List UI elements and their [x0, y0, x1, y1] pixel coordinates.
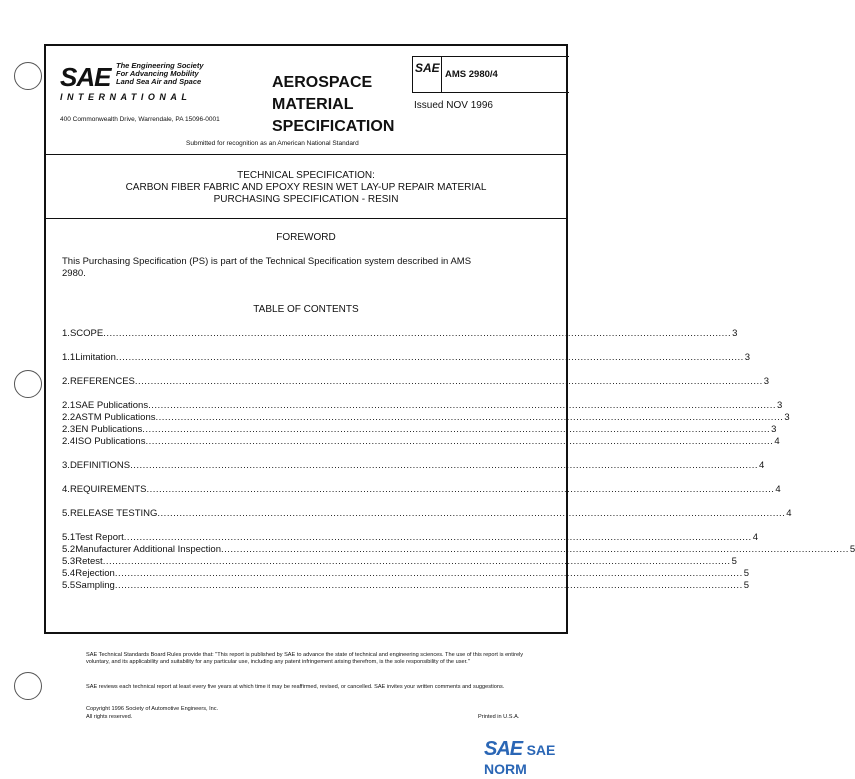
foreword-heading: FOREWORD: [276, 232, 336, 243]
watermark-text: SAE NORM: [484, 742, 556, 777]
toc-entry-page: 5: [743, 568, 750, 579]
toc-entry-page: 4: [752, 532, 758, 543]
toc-entry-title: Rejection: [75, 568, 115, 579]
binder-hole-middle: [14, 370, 42, 398]
toc-entry: [62, 568, 750, 580]
sae-norm-watermark: [484, 738, 600, 779]
sae-logo: SAE: [60, 62, 111, 92]
toc-entry-number: 5.: [62, 508, 70, 519]
toc-entry-title: EN Publications: [75, 424, 143, 435]
toc-entry-number: 2.1: [62, 400, 76, 411]
toc-entry-title: Retest: [75, 556, 103, 567]
toc-entry-page: 5: [731, 556, 737, 567]
toc-entry-number: 2.: [62, 376, 70, 387]
toc-entry-title: REFERENCES: [69, 376, 135, 387]
toc-entry-number: 1.: [62, 328, 70, 339]
foreword-text: This Purchasing Specification (PS) is part of the Technical Specification system described in AMS 2980.: [62, 256, 472, 279]
sae-tagline: The Engineering Society For Advancing Mobility Land Sea Air and Space: [116, 61, 204, 86]
toc-entry: [62, 580, 750, 592]
toc-entry: [62, 400, 783, 412]
toc-leader-dots: ........................................................................................................................................................................................................: [145, 436, 774, 447]
toc-leader-dots: ........................................................................................................................................................................................................: [130, 460, 758, 471]
sae-mini-logo: SAE: [415, 61, 440, 75]
toc-entry-page: 4: [786, 508, 792, 519]
footer-copyright: Copyright 1996 Society of Automotive Engineers, Inc.: [86, 706, 219, 712]
toc-entry-title: ASTM Publications: [75, 412, 156, 423]
toc-entry-page: 3: [732, 328, 738, 339]
toc-entry: [62, 460, 765, 472]
toc-leader-dots: ........................................................................................................................................................................................................: [142, 424, 771, 435]
document-number: AMS 2980/4: [445, 69, 498, 80]
toc-entry: [62, 508, 792, 520]
toc-entry: [62, 556, 737, 568]
toc-leader-dots: ........................................................................................................................................................................................................: [157, 508, 786, 519]
toc-leader-dots: ........................................................................................................................................................................................................: [115, 352, 744, 363]
binder-hole-bottom: [14, 672, 42, 700]
toc-entry: [62, 328, 738, 340]
toc-leader-dots: ........................................................................................................................................................................................................: [114, 580, 743, 591]
sae-address: 400 Commonwealth Drive, Warrendale, PA 15096-0001: [60, 116, 220, 123]
toc-entry-number: 1.1: [62, 352, 76, 363]
toc-entry-number: 2.4: [62, 436, 76, 447]
toc-entry-page: 3: [771, 424, 777, 435]
divider: [46, 218, 566, 219]
toc-entry-number: 5.5: [62, 580, 76, 591]
toc-leader-dots: ........................................................................................................................................................................................................: [148, 400, 776, 411]
toc-entry-title: DEFINITIONS: [69, 460, 131, 471]
divider: [441, 57, 442, 92]
toc-entry: [62, 424, 777, 436]
toc-entry: [62, 436, 780, 448]
footer-rules: SAE Technical Standards Board Rules provide that: "This report is published by SAE to advance the state of technical and engineering sciences. The use of this report is entirely voluntary, and its applicability and suitability for any particular use, including any patent infringement arising therefrom, is the sole responsibility of the user.": [86, 652, 524, 665]
toc-entry-page: 5: [743, 580, 750, 591]
ansi-note: Submitted for recognition as an American National Standard: [186, 140, 359, 147]
toc-entry-title: Sampling: [75, 580, 115, 591]
toc-entry-title: Limitation: [75, 352, 116, 363]
toc-entry-number: 4.: [62, 484, 70, 495]
toc-entry-title: Test Report: [75, 532, 124, 543]
toc-leader-dots: ........................................................................................................................................................................................................: [102, 556, 731, 567]
toc-entry: [62, 352, 751, 364]
toc-leader-dots: ........................................................................................................................................................................................................: [220, 544, 849, 555]
toc-entry-number: 3.: [62, 460, 70, 471]
toc-leader-dots: ........................................................................................................................................................................................................: [146, 484, 775, 495]
toc-entry-page: 3: [763, 376, 770, 387]
divider: [46, 154, 566, 155]
toc-entry-page: 3: [776, 400, 783, 411]
watermark-logo: SAE: [484, 738, 523, 760]
toc-entry-number: 5.1: [62, 532, 76, 543]
toc-entry-page: 4: [774, 436, 780, 447]
toc-entry-title: Manufacturer Additional Inspection: [75, 544, 221, 555]
footer-printed: Printed in U.S.A.: [478, 714, 520, 720]
toc-entry: [62, 544, 855, 556]
toc-entry-page: 3: [744, 352, 751, 363]
toc-entry-page: 3: [784, 412, 790, 423]
toc-entry: [62, 412, 790, 424]
toc-entry: [62, 532, 758, 544]
toc-entry-title: SAE Publications: [75, 400, 149, 411]
toc-entry-page: 5: [849, 544, 855, 555]
toc-entry-number: 2.3: [62, 424, 76, 435]
toc-entry: [62, 376, 770, 388]
toc-entry-page: 4: [775, 484, 781, 495]
toc-entry-number: 5.4: [62, 568, 76, 579]
international-label: INTERNATIONAL: [60, 92, 192, 102]
document-type: AEROSPACE MATERIAL SPECIFICATION: [272, 74, 395, 135]
toc-leader-dots: ........................................................................................................................................................................................................: [114, 568, 743, 579]
toc-entry: [62, 484, 781, 496]
toc-entry-page: 4: [759, 460, 765, 471]
toc-entry-number: 5.3: [62, 556, 76, 567]
document-title: TECHNICAL SPECIFICATION: CARBON FIBER FABRIC AND EPOXY RESIN WET LAY-UP REPAIR MATERIAL PURCHASING SPECIFICATION - RESIN: [125, 170, 487, 205]
toc-entry-title: ISO Publications: [75, 436, 146, 447]
document-number-box: [412, 56, 569, 93]
toc-heading: TABLE OF CONTENTS: [253, 304, 359, 315]
toc-entry-number: 2.2: [62, 412, 76, 423]
toc-leader-dots: ........................................................................................................................................................................................................: [103, 328, 732, 339]
footer-review: SAE reviews each technical report at least every five years at which time it may be reaffirmed, revised, or cancelled. SAE invites your written comments and suggestions.: [86, 684, 505, 690]
toc-entry-title: RELEASE TESTING: [69, 508, 158, 519]
toc-entry-number: 5.2: [62, 544, 76, 555]
issued-date: Issued NOV 1996: [414, 100, 493, 111]
binder-hole-top: [14, 62, 42, 90]
toc-entry-title: SCOPE: [69, 328, 104, 339]
toc-leader-dots: ........................................................................................................................................................................................................: [155, 412, 784, 423]
toc-entry-title: REQUIREMENTS: [69, 484, 147, 495]
document-page: [44, 44, 855, 634]
footer-rights: All rights reserved.: [86, 714, 133, 720]
toc-leader-dots: ........................................................................................................................................................................................................: [134, 376, 763, 387]
toc-leader-dots: ........................................................................................................................................................................................................: [123, 532, 752, 543]
